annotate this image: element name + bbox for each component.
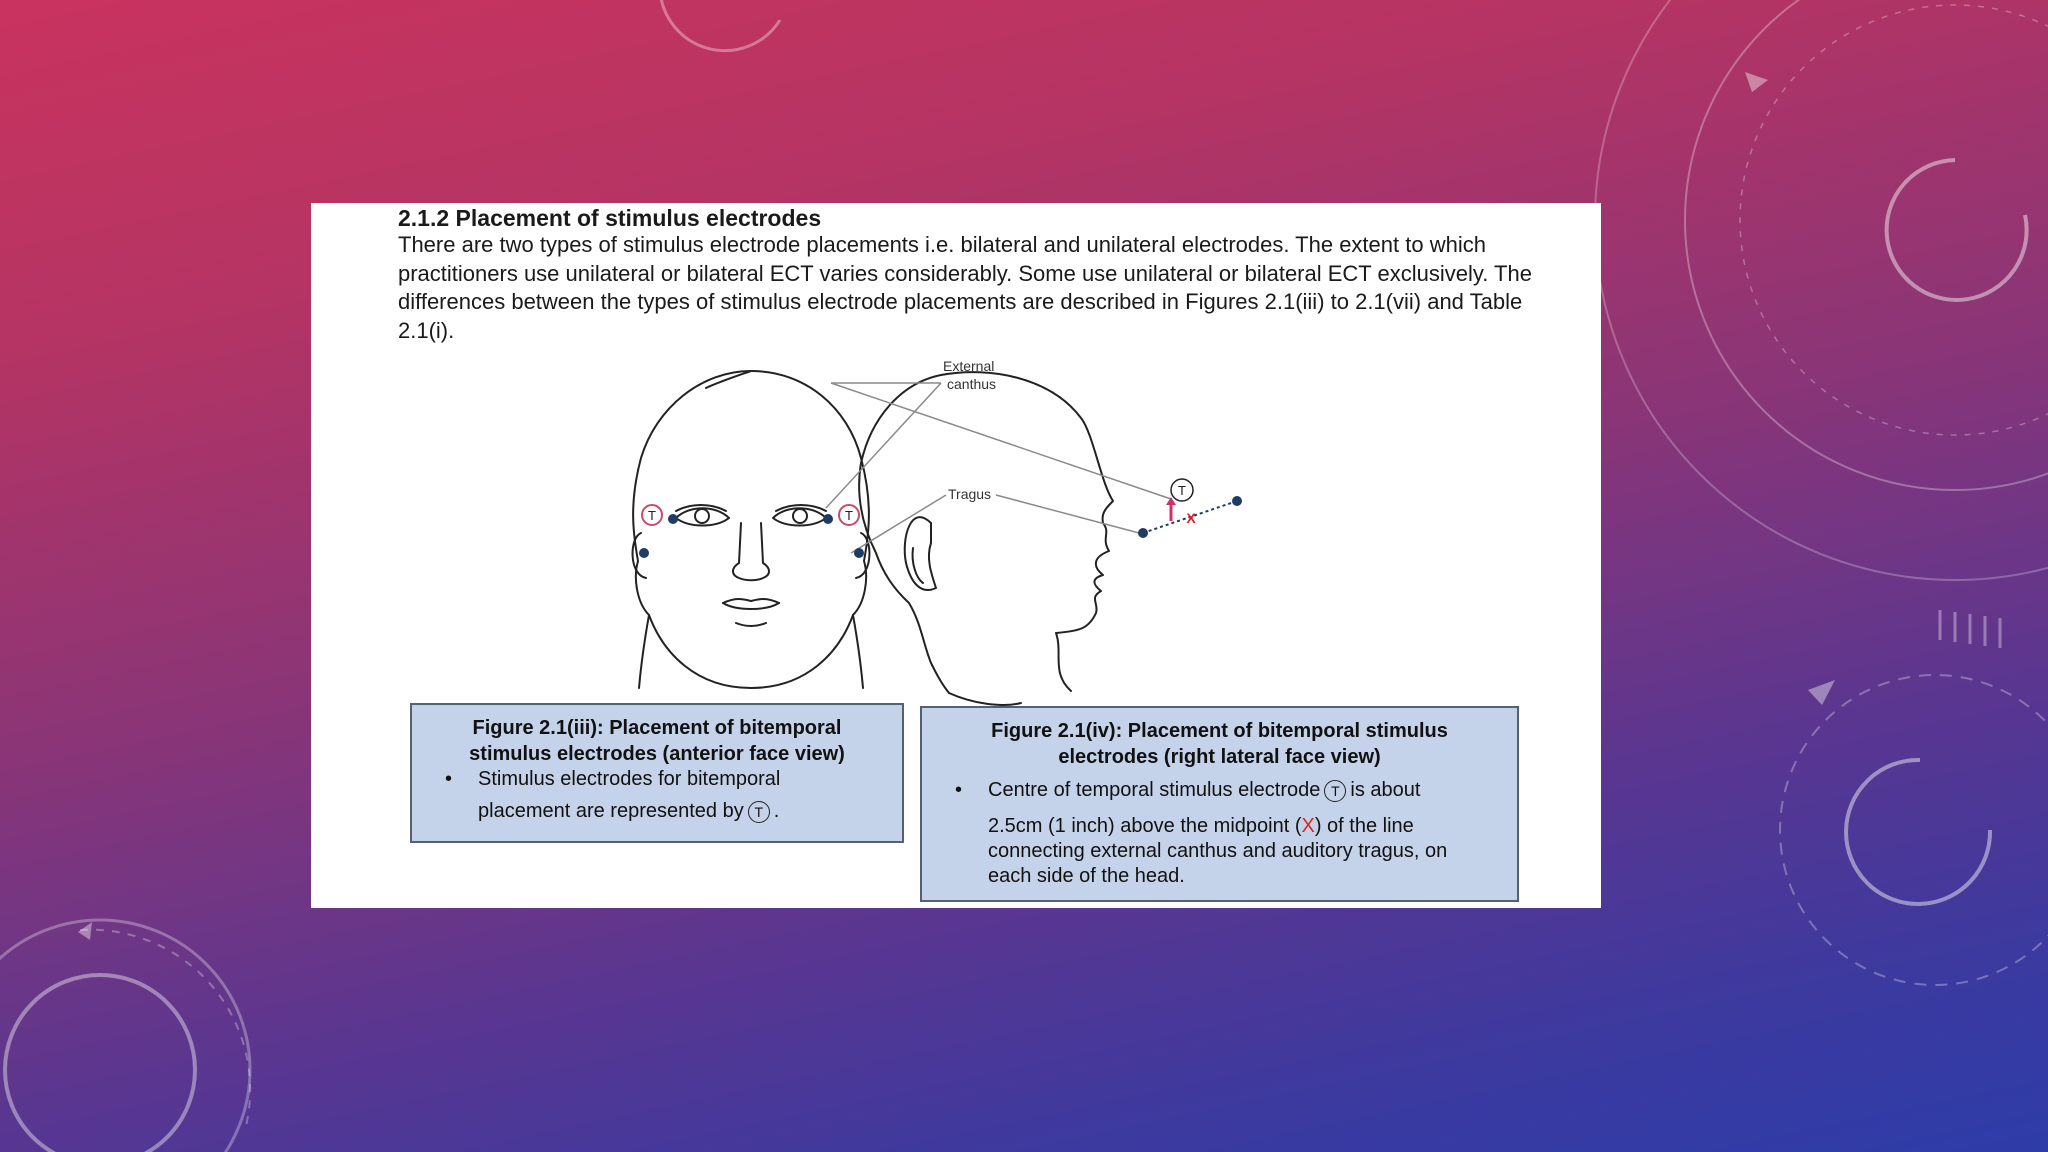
svg-text:T: T (648, 508, 656, 523)
deco-dashed-circle (1780, 675, 2048, 985)
label-external-line1: External (943, 358, 995, 374)
caption-box-anterior: Figure 2.1(iii): Placement of bitemporal stimulus electrodes (anterior face view) • Stimulus electrodes for bitemporal placement are represented by T . (410, 703, 904, 843)
label-external-line2: canthus (947, 376, 997, 392)
lateral-tragus-dot (1138, 528, 1148, 538)
deco-circle-large (1595, 0, 2048, 580)
lateral-electrodes (1138, 479, 1242, 538)
section-heading: 2.1.2 Placement of stimulus electrodes (398, 205, 822, 231)
deco-circle-mid (1685, 0, 2048, 490)
anterior-electrodes (639, 505, 864, 558)
caption-left-title-line2: stimulus electrodes (anterior face view) (469, 743, 845, 765)
deco-arc-right (1887, 160, 2027, 300)
document-panel (311, 203, 1601, 908)
electrode-symbol-icon: T (1324, 780, 1346, 802)
deco-arc-lower-right (1846, 760, 1990, 904)
caption-right-item-line4: each side of the head. (988, 865, 1185, 887)
lateral-head-drawing (859, 372, 1113, 705)
deco-circle-lower-left (0, 920, 250, 1152)
caption-right-title-line2: electrodes (right lateral face view) (1058, 746, 1381, 768)
label-tragus: Tragus (948, 486, 992, 502)
tragus-dot-left (639, 548, 649, 558)
caption-box-lateral: Figure 2.1(iv): Placement of bitemporal stimulus electrodes (right lateral face view) • Centre of temporal stimulus electrode T is about 2.5cm (1 inch) above the midpoint (X) of the line connecting external canthus and auditory tragus, on each side of the head. (920, 706, 1519, 902)
midpoint-mark-text: X (1301, 815, 1315, 837)
lateral-canthus-dot (1232, 496, 1242, 506)
midpoint-mark: X (1186, 510, 1196, 526)
intro-paragraph: There are two types of stimulus electrode placements i.e. bilateral and unilateral electrodes. The extent to which practitioners use unilateral or bilateral ECT varies considerably. Some use unilateral or bilateral ECT exclusively. The differences between the types of stimulus electrode placements are described in Figures 2.1(iii) to 2.1(vii) and Table 2.1(i). (398, 232, 1532, 344)
caption-right-item-line2: 2.5cm (1 inch) above the midpoint ( (988, 815, 1302, 837)
caption-right-title-line1: Figure 2.1(iv): Placement of bitemporal stimulus (991, 720, 1448, 742)
caption-left-item-line2: placement are represented by (478, 800, 744, 822)
svg-text:T: T (1178, 483, 1186, 498)
electrode-symbol-icon: T (748, 801, 770, 823)
caption-left-item-line1: Stimulus electrodes for bitemporal (478, 768, 781, 790)
anterior-head-drawing (633, 371, 870, 688)
canthus-dot-left (668, 514, 678, 524)
deco-arc-top (660, 0, 780, 51)
canthus-dot-right (823, 514, 833, 524)
label-leader-lines (826, 383, 1171, 553)
caption-right-item-line3: connecting external canthus and auditory tragus, on (988, 840, 1448, 862)
caption-right-item-line1: Centre of temporal stimulus electrode (988, 779, 1321, 801)
caption-left-title-line1: Figure 2.1(iii): Placement of bitemporal (472, 717, 842, 739)
tragus-dot-right (854, 548, 864, 558)
svg-text:T: T (845, 508, 853, 523)
